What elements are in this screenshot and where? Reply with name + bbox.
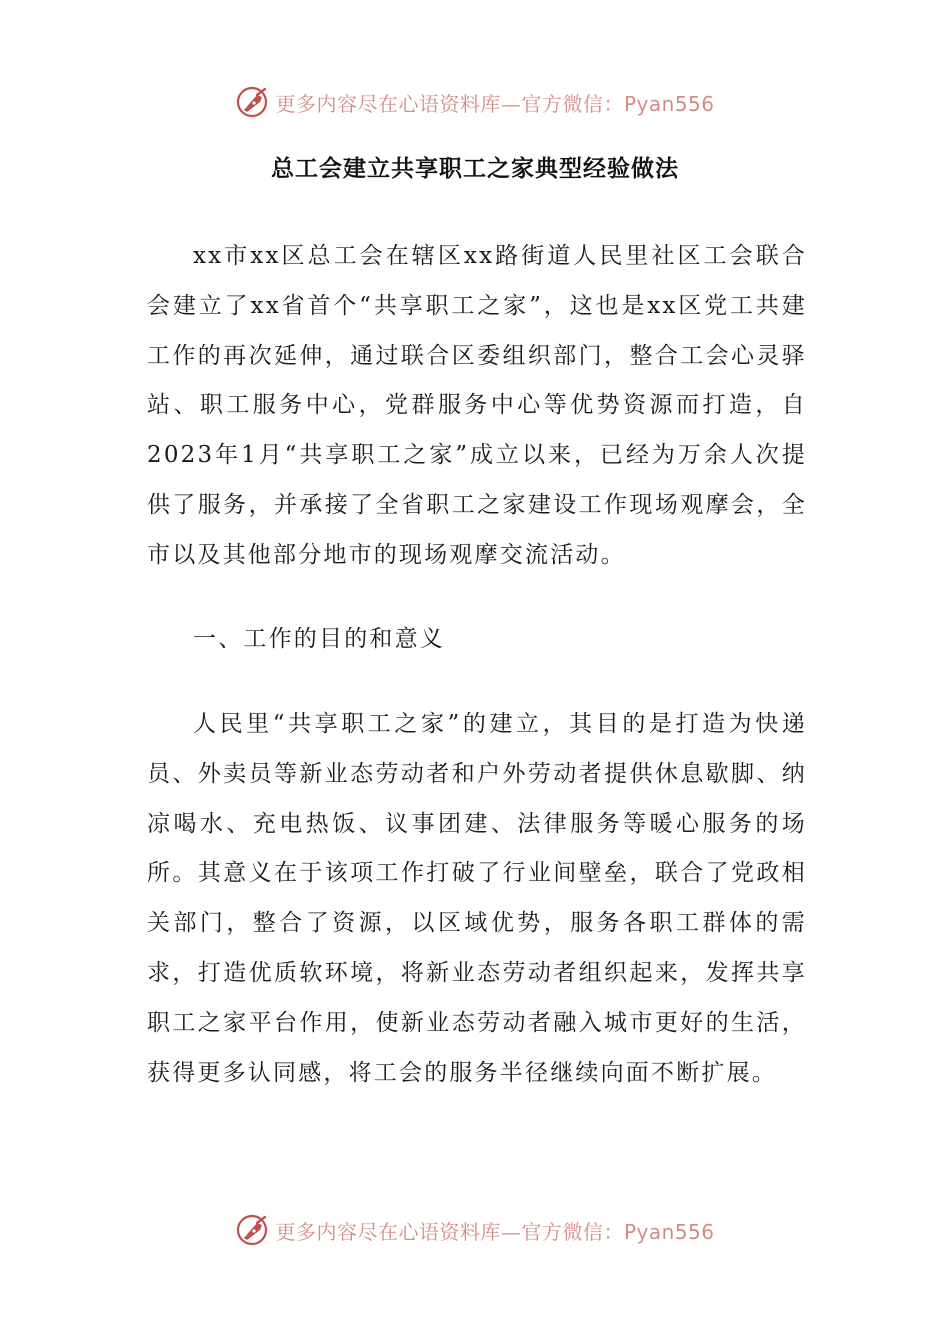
paragraph-text: xx市xx区总工会在辖区xx路街道人民里社区工会联合会建立了xx省首个“共享职工之家”，这也是xx区党工共建工作的再次延伸，通过联合区委组织部门，整合工会心灵驿站、职工服务中心，党群服务中心等优势资源而打造，自2023年1月“共享职工之家”成立以来，已经为万余人次提供了服务，并承接了全省职工之家建设工作现场观摩会，全市以及其他部分地市的现场观摩交流活动。	[147, 243, 807, 568]
watermark-banner-top	[0, 82, 950, 122]
wechat-id: Pyan556	[623, 1219, 715, 1244]
section-heading	[147, 615, 807, 665]
watermark-text: 更多内容尽在心语资料库—官方微信：Pyan556	[275, 1219, 715, 1244]
document-title: 总工会建立共享职工之家典型经验做法	[271, 155, 679, 182]
paragraph-text: 人民里“共享职工之家”的建立，其目的是打造为快递员、外卖员等新业态劳动者和户外劳动者提供休息歇脚、纳凉喝水、充电热饭、议事团建、法律服务等暖心服务的场所。其意义在于该项工作打破了行业间壁垒，联合了党政相关部门，整合了资源，以区域优势，服务各职工群体的需求，打造优质软环境，将新业态劳动者组织起来，发挥共享职工之家平台作用，使新业态劳动者融入城市更好的生活，获得更多认同感，将工会的服务半径继续向面不断扩展。	[147, 711, 807, 1086]
section-heading-text: 一、工作的目的和意义	[193, 626, 445, 652]
intro-paragraph	[147, 232, 807, 581]
section-body-paragraph	[147, 700, 807, 1098]
pen-nib-logo-icon	[235, 1212, 271, 1248]
watermark-banner-bottom	[0, 1210, 950, 1250]
pen-nib-logo-icon	[235, 84, 271, 120]
watermark-text: 更多内容尽在心语资料库—官方微信：Pyan556	[275, 91, 715, 116]
wechat-id: Pyan556	[623, 91, 715, 116]
